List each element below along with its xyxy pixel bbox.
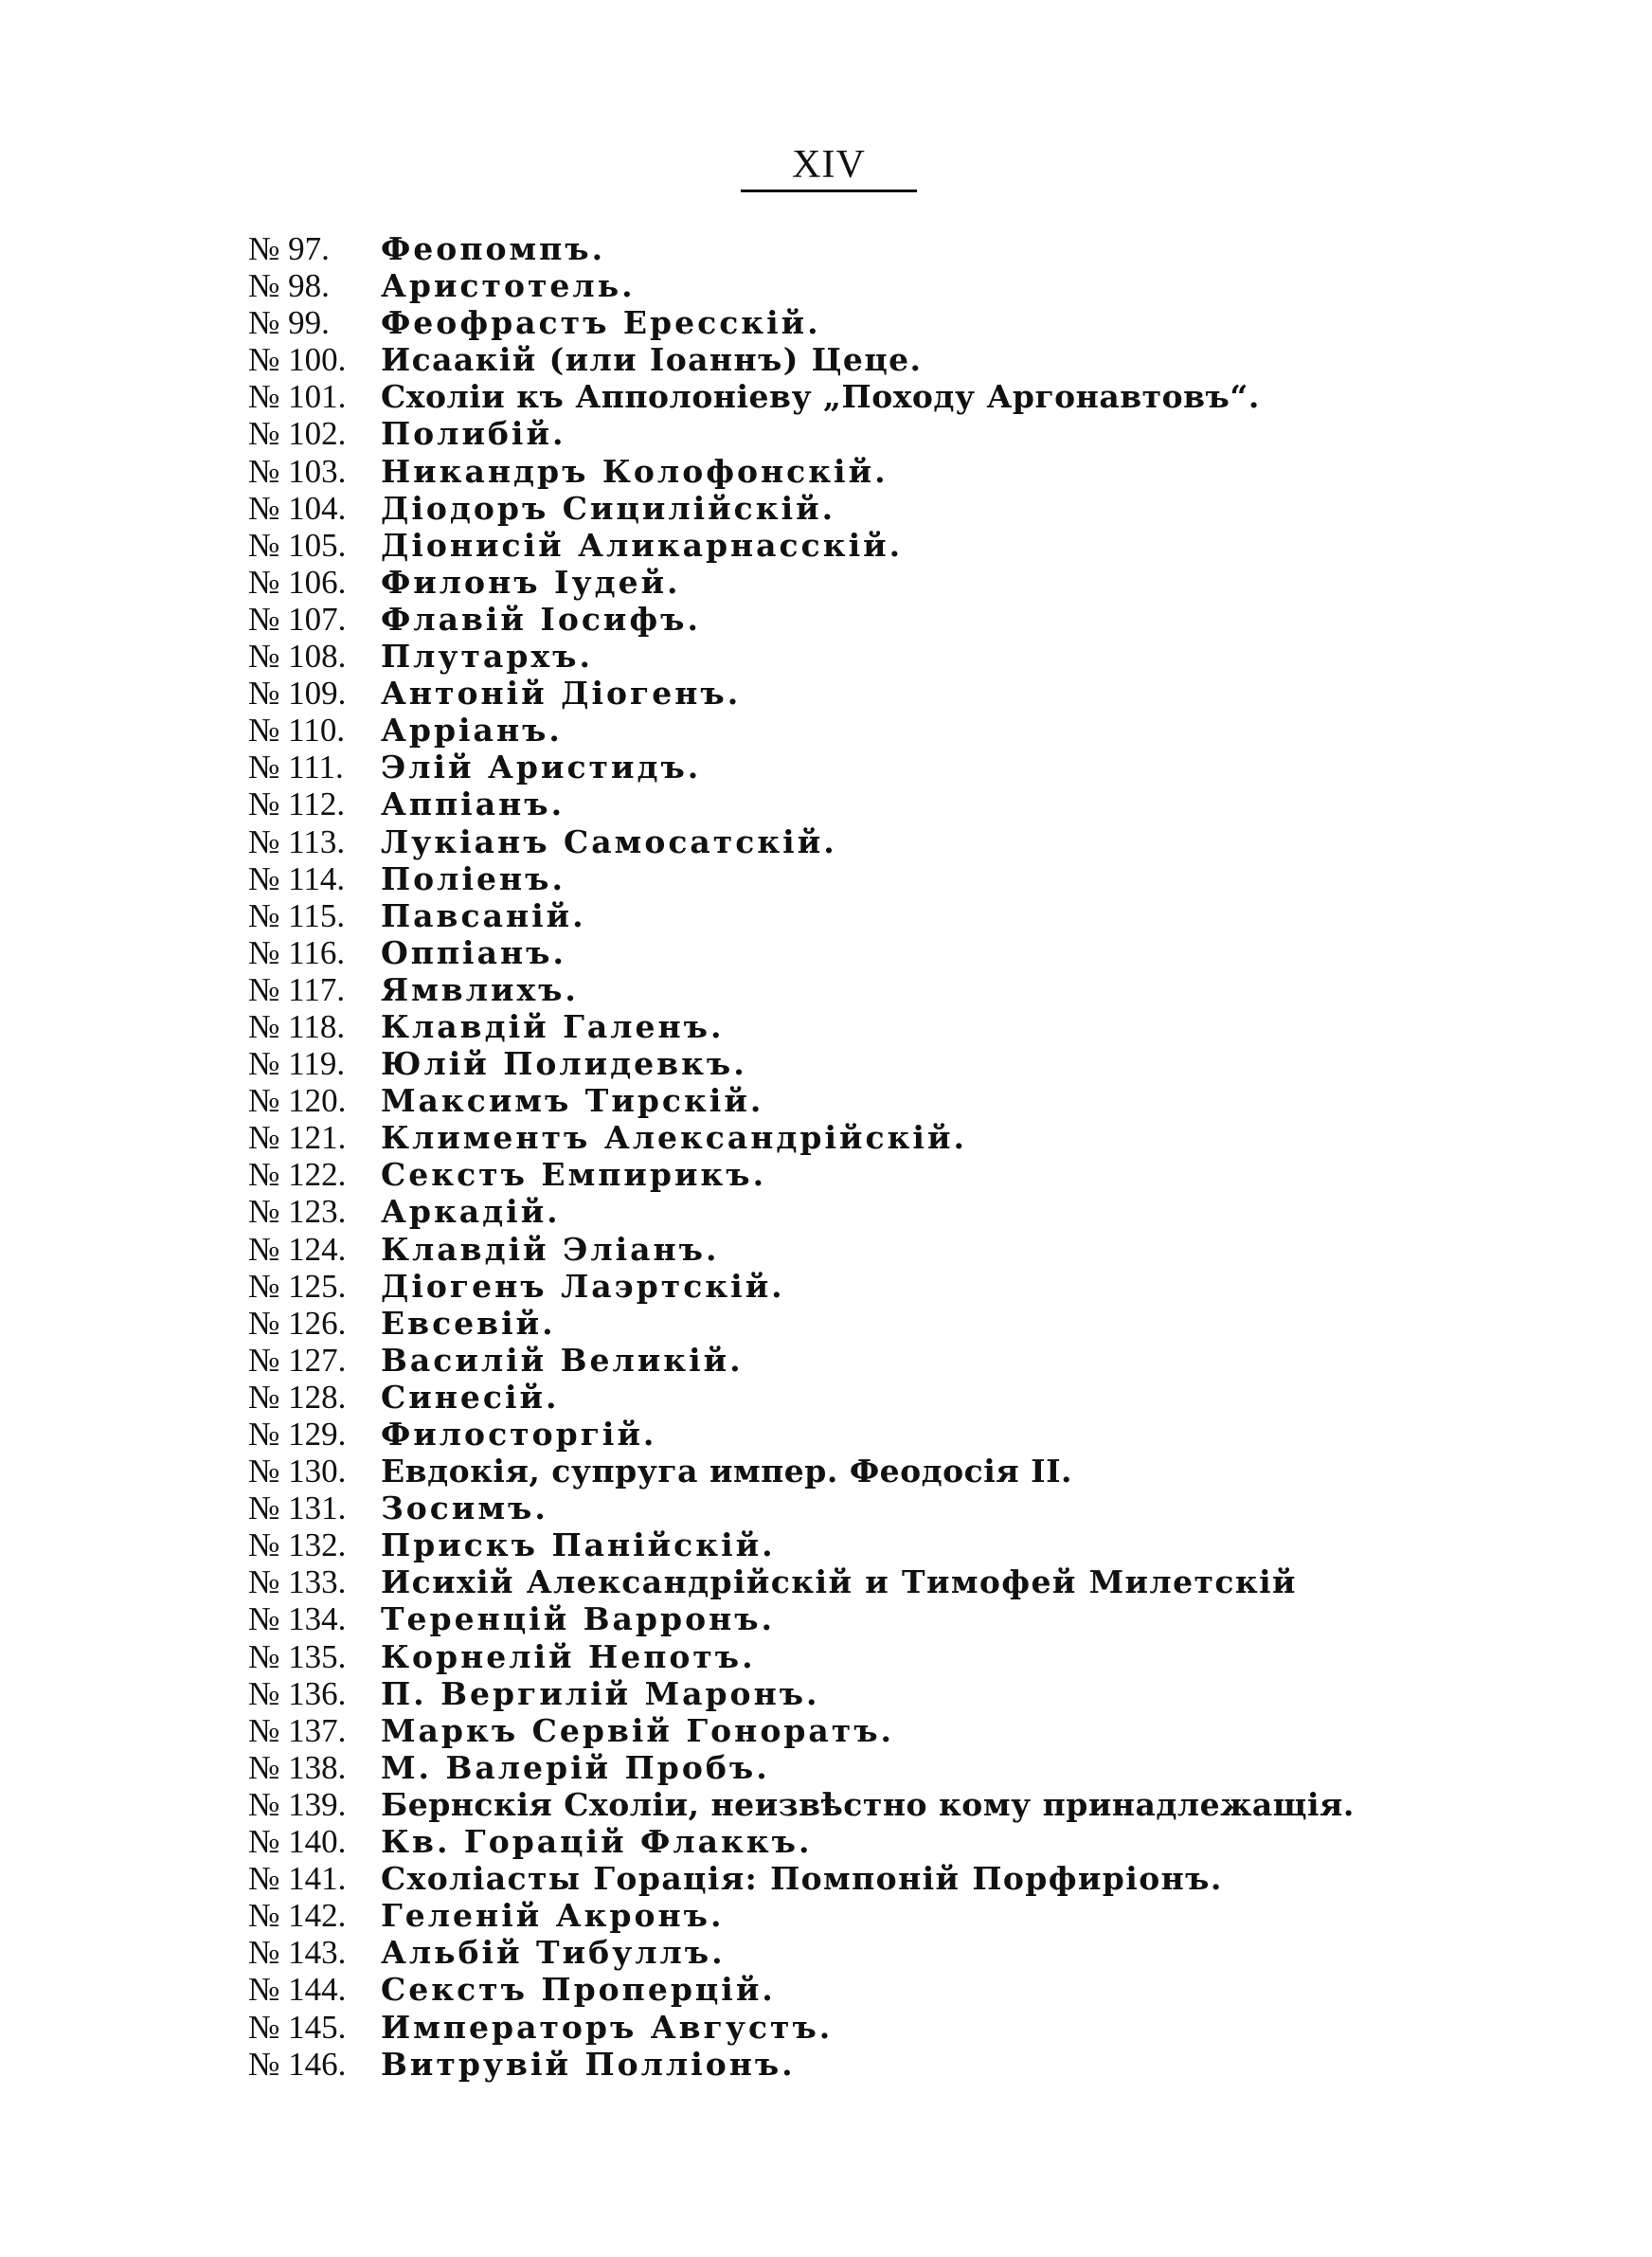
entry-number: № 138. bbox=[248, 1748, 347, 1786]
entry-list bbox=[248, 230, 1517, 2083]
entry-text: Діодоръ Сицилійскій. bbox=[381, 489, 836, 527]
entry-number: № 121. bbox=[248, 1119, 347, 1157]
entry bbox=[248, 1860, 1517, 1897]
entry bbox=[248, 1638, 1517, 1675]
entry-number: № 143. bbox=[248, 1934, 347, 1972]
entry-number: № 128. bbox=[248, 1378, 347, 1416]
entry-number: № 126. bbox=[248, 1304, 347, 1342]
entry-number: № 115. bbox=[248, 896, 346, 934]
entry-number: № 120. bbox=[248, 1082, 347, 1120]
entry bbox=[248, 564, 1517, 601]
entry bbox=[248, 1008, 1517, 1045]
entry-text: Альбій Тибуллъ. bbox=[381, 1934, 726, 1972]
entry-number: № 137. bbox=[248, 1711, 347, 1749]
entry-text: Аркадій. bbox=[381, 1193, 561, 1231]
entry-number: № 106. bbox=[248, 563, 347, 601]
entry bbox=[248, 601, 1517, 638]
entry-number: № 101. bbox=[248, 378, 347, 416]
entry-text: Филонъ Іудей. bbox=[381, 563, 681, 601]
entry-text: М. Валерій Пробъ. bbox=[381, 1748, 770, 1786]
entry-text: Прискъ Панійскій. bbox=[381, 1526, 776, 1564]
entry-text: Маркъ Сервій Гоноратъ. bbox=[381, 1711, 895, 1749]
entry-text: Діогенъ Лаэртскій. bbox=[381, 1267, 785, 1305]
entry-text: Бернскія Схоліи, неизвѣстно кому принадлежащія. bbox=[381, 1785, 1355, 1823]
entry bbox=[248, 1193, 1517, 1230]
entry bbox=[248, 749, 1517, 785]
entry-number: № 118. bbox=[248, 1007, 346, 1045]
entry-number: № 119. bbox=[248, 1045, 346, 1083]
entry-text: Схоліи къ Апполоніеву „Походу Аргонавтовъ“. bbox=[381, 378, 1260, 416]
entry bbox=[248, 823, 1517, 860]
entry-number: № 146. bbox=[248, 2045, 347, 2083]
entry-number: № 98. bbox=[248, 267, 330, 305]
entry-number: № 117. bbox=[248, 970, 346, 1008]
entry-number: № 139. bbox=[248, 1785, 347, 1823]
entry-text: Феопомпъ. bbox=[381, 230, 606, 267]
entry bbox=[248, 1379, 1517, 1416]
entry bbox=[248, 1786, 1517, 1823]
entry bbox=[248, 638, 1517, 675]
entry-text: Исаакій (или Іоаннъ) Цеце. bbox=[381, 341, 923, 379]
entry bbox=[248, 1971, 1517, 2008]
entry-number: № 112. bbox=[248, 785, 346, 823]
entry-number: № 108. bbox=[248, 638, 347, 676]
entry-number: № 134. bbox=[248, 1600, 347, 1638]
entry-text: Юлій Полидевкъ. bbox=[381, 1045, 747, 1083]
entry bbox=[248, 1119, 1517, 1156]
entry-number: № 111. bbox=[248, 749, 344, 786]
entry-number: № 141. bbox=[248, 1860, 347, 1898]
entry-text: Секстъ Емпирикъ. bbox=[381, 1156, 767, 1194]
entry bbox=[248, 934, 1517, 971]
entry-number: № 130. bbox=[248, 1453, 347, 1490]
entry-text: Кв. Горацій Флаккъ. bbox=[381, 1823, 813, 1861]
entry bbox=[248, 1416, 1517, 1453]
entry-number: № 102. bbox=[248, 415, 347, 453]
entry-number: № 132. bbox=[248, 1526, 347, 1564]
entry bbox=[248, 1045, 1517, 1082]
entry-text: Полибій. bbox=[381, 415, 566, 453]
entry-text: Клавдій Эліанъ. bbox=[381, 1230, 720, 1268]
entry bbox=[248, 341, 1517, 378]
entry-number: № 97. bbox=[248, 230, 330, 267]
entry bbox=[248, 1749, 1517, 1786]
entry-text: Зосимъ. bbox=[381, 1490, 548, 1527]
entry bbox=[248, 1305, 1517, 1342]
entry-text: Оппіанъ. bbox=[381, 933, 566, 971]
entry-number: № 116. bbox=[248, 933, 346, 971]
entry-text: Теренцій Варронъ. bbox=[381, 1600, 776, 1638]
entry bbox=[248, 1231, 1517, 1268]
entry-text: Арріанъ. bbox=[381, 712, 563, 749]
entry bbox=[248, 1342, 1517, 1379]
entry-number: № 129. bbox=[248, 1416, 347, 1453]
entry-text: Аппіанъ. bbox=[381, 785, 566, 823]
entry-text: Корнелій Непотъ. bbox=[381, 1637, 756, 1675]
entry-number: № 135. bbox=[248, 1637, 347, 1675]
entry-number: № 103. bbox=[248, 452, 347, 490]
entry-text: П. Вергилій Маронъ. bbox=[381, 1674, 820, 1712]
entry-number: № 122. bbox=[248, 1156, 347, 1194]
entry bbox=[248, 1897, 1517, 1934]
entry-number: № 100. bbox=[248, 341, 347, 379]
entry-text: Антоній Діогенъ. bbox=[381, 675, 742, 713]
entry bbox=[248, 1526, 1517, 1563]
entry-number: № 114. bbox=[248, 859, 346, 897]
entry bbox=[248, 378, 1517, 415]
entry bbox=[248, 1268, 1517, 1305]
entry-number: № 140. bbox=[248, 1823, 347, 1861]
entry bbox=[248, 860, 1517, 897]
entry-number: № 110. bbox=[248, 712, 346, 749]
entry-number: № 145. bbox=[248, 2008, 347, 2046]
entry-text: Ямвлихъ. bbox=[381, 970, 579, 1008]
entry bbox=[248, 785, 1517, 822]
entry-text: Лукіанъ Самосатскій. bbox=[381, 822, 837, 860]
entry-number: № 136. bbox=[248, 1674, 347, 1712]
entry bbox=[248, 712, 1517, 749]
entry-text: Плутархъ. bbox=[381, 638, 593, 676]
entry-number: № 144. bbox=[248, 1971, 347, 2009]
entry-number: № 125. bbox=[248, 1267, 347, 1305]
entry bbox=[248, 2046, 1517, 2083]
entry-text: Климентъ Александрійскій. bbox=[381, 1119, 967, 1157]
entry-number: № 133. bbox=[248, 1563, 347, 1601]
entry-text: Секстъ Проперцій. bbox=[381, 1971, 776, 2009]
entry-text: Исихій Александрійскій и Тимофей Милетскій bbox=[381, 1563, 1297, 1601]
entry bbox=[248, 1082, 1517, 1119]
entry-text: Аристотель. bbox=[381, 267, 636, 305]
entry bbox=[248, 1453, 1517, 1490]
entry bbox=[248, 897, 1517, 934]
entry-text: Никандръ Колофонскій. bbox=[381, 452, 889, 490]
page-number: XIV bbox=[792, 143, 866, 187]
entry-number: № 142. bbox=[248, 1897, 347, 1935]
entry-number: № 123. bbox=[248, 1193, 347, 1231]
entry bbox=[248, 2009, 1517, 2046]
entry-number: № 127. bbox=[248, 1341, 347, 1379]
entry bbox=[248, 1675, 1517, 1712]
entry-text: Максимъ Тирскій. bbox=[381, 1082, 764, 1120]
entry bbox=[248, 1600, 1517, 1637]
entry bbox=[248, 1563, 1517, 1600]
entry-number: № 105. bbox=[248, 526, 347, 564]
entry bbox=[248, 971, 1517, 1008]
entry bbox=[248, 675, 1517, 712]
entry-number: № 107. bbox=[248, 600, 347, 638]
entry-text: Евсевій. bbox=[381, 1304, 556, 1342]
entry-text: Витрувій Поллiонъ. bbox=[381, 2045, 796, 2083]
entry bbox=[248, 490, 1517, 527]
entry bbox=[248, 453, 1517, 490]
entry-text: Элій Аристидъ. bbox=[381, 749, 702, 786]
entry bbox=[248, 527, 1517, 564]
entry bbox=[248, 230, 1517, 267]
entry-number: № 109. bbox=[248, 675, 347, 713]
entry bbox=[248, 304, 1517, 341]
entry bbox=[248, 1823, 1517, 1860]
entry bbox=[248, 415, 1517, 452]
page-number-rule bbox=[741, 190, 917, 192]
entry-text: Василій Великій. bbox=[381, 1341, 744, 1379]
entry-text: Діонисій Аликарнасскій. bbox=[381, 526, 904, 564]
entry-text: Геленій Акронъ. bbox=[381, 1897, 725, 1935]
entry bbox=[248, 1156, 1517, 1193]
entry bbox=[248, 1490, 1517, 1526]
entry-number: № 99. bbox=[248, 304, 330, 342]
entry-text: Феофрастъ Ересскій. bbox=[381, 304, 821, 342]
entry-number: № 104. bbox=[248, 489, 347, 527]
entry-number: № 113. bbox=[248, 822, 346, 860]
entry-text: Поліенъ. bbox=[381, 859, 566, 897]
entry-text: Клавдій Галенъ. bbox=[381, 1007, 725, 1045]
entry-text: Флавій Іосифъ. bbox=[381, 600, 701, 638]
entry-text: Филосторгій. bbox=[381, 1416, 657, 1453]
entry bbox=[248, 1712, 1517, 1749]
entry-text: Павсаній. bbox=[381, 896, 586, 934]
entry-text: Евдокія, супруга импер. Феодосія II. bbox=[381, 1453, 1072, 1490]
entry bbox=[248, 267, 1517, 304]
entry-text: Синесій. bbox=[381, 1378, 560, 1416]
entry-text: Императоръ Августъ. bbox=[381, 2008, 834, 2046]
entry-text: Схоліасты Горація: Помпоній Порфиріонъ. bbox=[381, 1860, 1223, 1898]
entry-number: № 131. bbox=[248, 1490, 347, 1527]
entry-number: № 124. bbox=[248, 1230, 347, 1268]
entry bbox=[248, 1934, 1517, 1971]
